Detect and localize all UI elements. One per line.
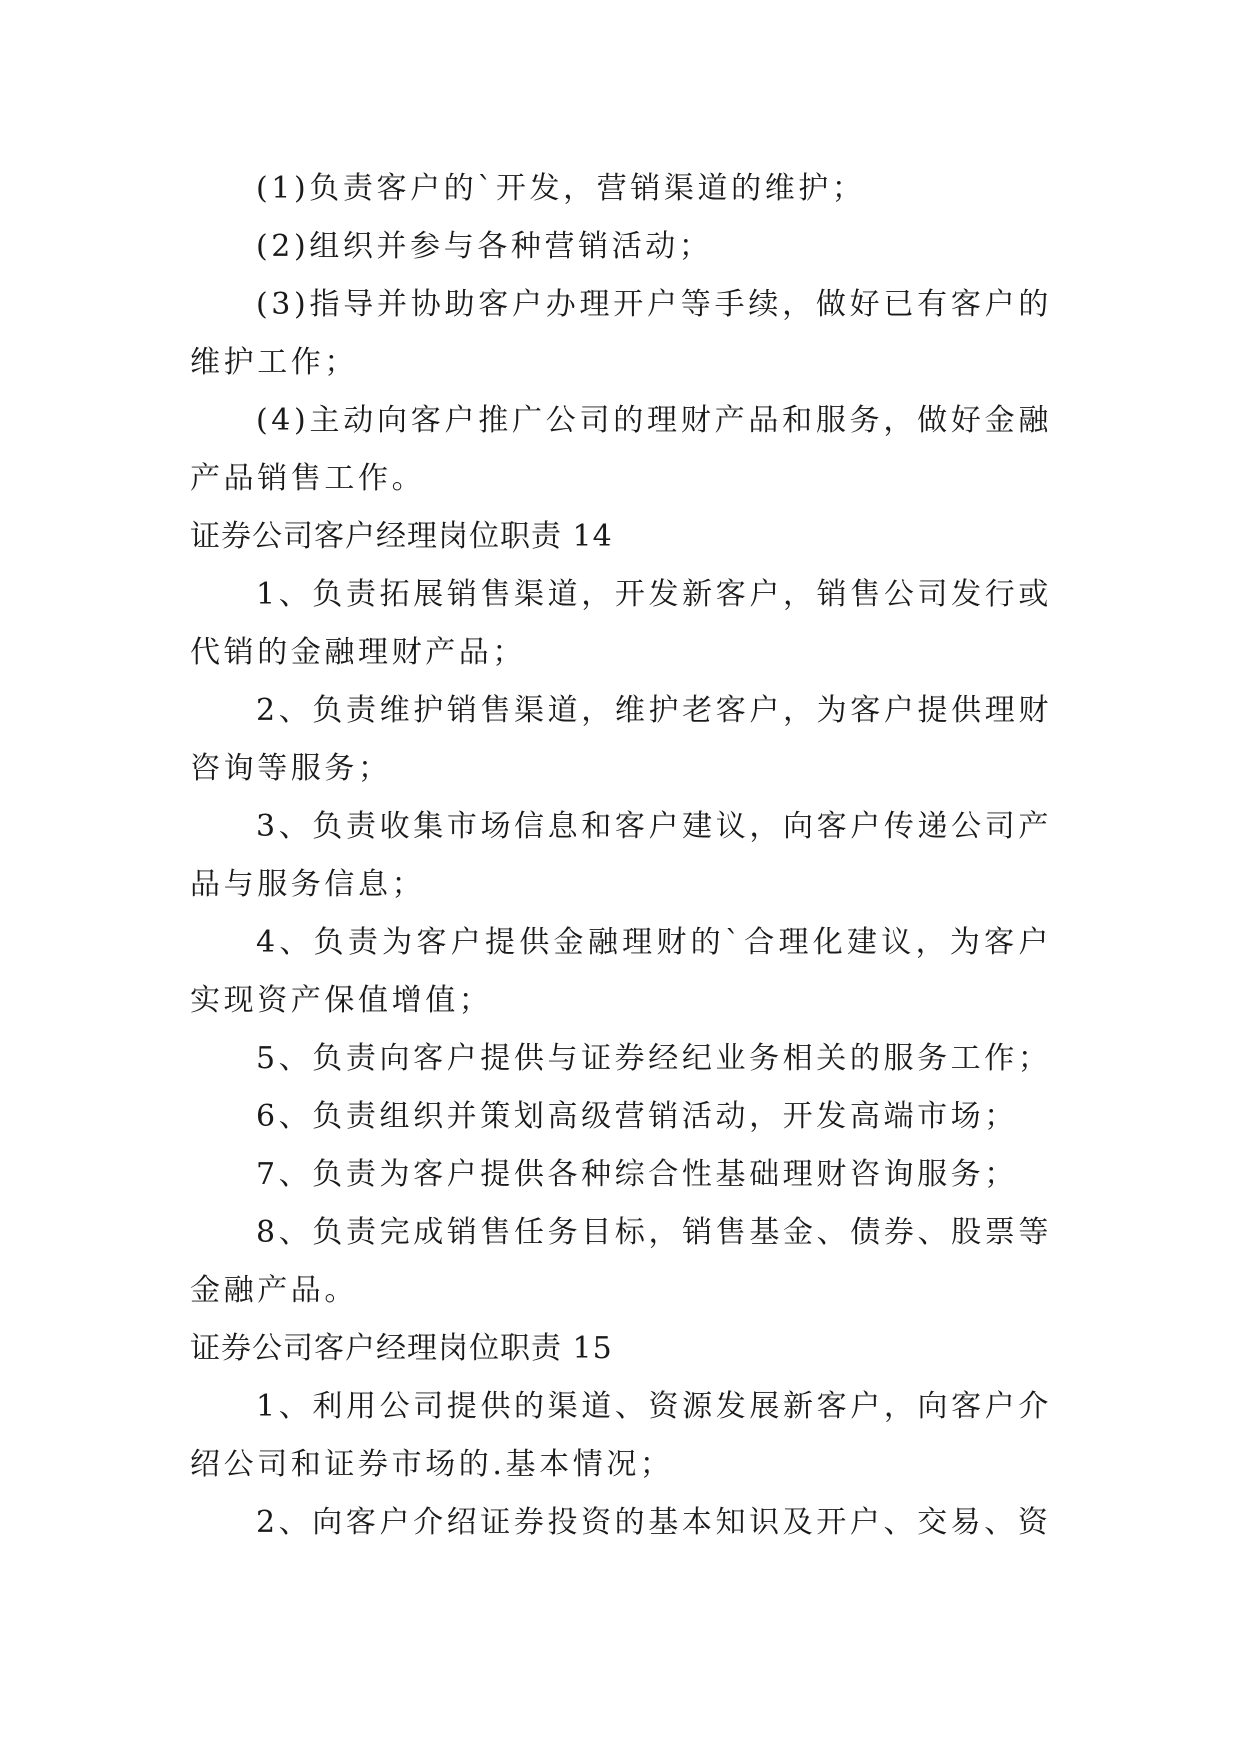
paragraph: 2、向客户介绍证券投资的基本知识及开户、交易、资: [256, 1505, 1052, 1540]
document-body: [190, 160, 1052, 1552]
paragraph: 3、负责收集市场信息和客户建议，向客户传递公司产品与服务信息；: [190, 809, 1052, 902]
section-heading-14: 证券公司客户经理岗位职责 14: [190, 519, 613, 554]
paragraph: 2、负责维护销售渠道，维护老客户，为客户提供理财咨询等服务；: [190, 693, 1052, 786]
paragraph: 7、负责为客户提供各种综合性基础理财咨询服务；: [256, 1157, 1018, 1192]
paragraph: 8、负责完成销售任务目标，销售基金、债券、股票等金融产品。: [190, 1215, 1052, 1308]
section-heading-15: 证券公司客户经理岗位职责 15: [190, 1331, 613, 1366]
paragraph: 1、利用公司提供的渠道、资源发展新客户，向客户介绍公司和证券市场的.基本情况；: [190, 1389, 1052, 1482]
paragraph: 1、负责拓展销售渠道，开发新客户，销售公司发行或代销的金融理财产品；: [190, 577, 1052, 670]
paragraph: 5、负责向客户提供与证券经纪业务相关的服务工作；: [256, 1041, 1052, 1076]
paragraph: 6、负责组织并策划高级营销活动，开发高端市场；: [256, 1099, 1018, 1134]
paragraph: 4、负责为客户提供金融理财的`合理化建议，为客户实现资产保值增值；: [190, 925, 1052, 1018]
paragraph: (1)负责客户的`开发，营销渠道的维护；: [256, 171, 866, 206]
paragraph: (3)指导并协助客户办理开户等手续，做好已有客户的维护工作；: [190, 287, 1052, 380]
paragraph: (2)组织并参与各种营销活动；: [256, 229, 713, 264]
paragraph: (4)主动向客户推广公司的理财产品和服务，做好金融产品销售工作。: [190, 403, 1052, 496]
